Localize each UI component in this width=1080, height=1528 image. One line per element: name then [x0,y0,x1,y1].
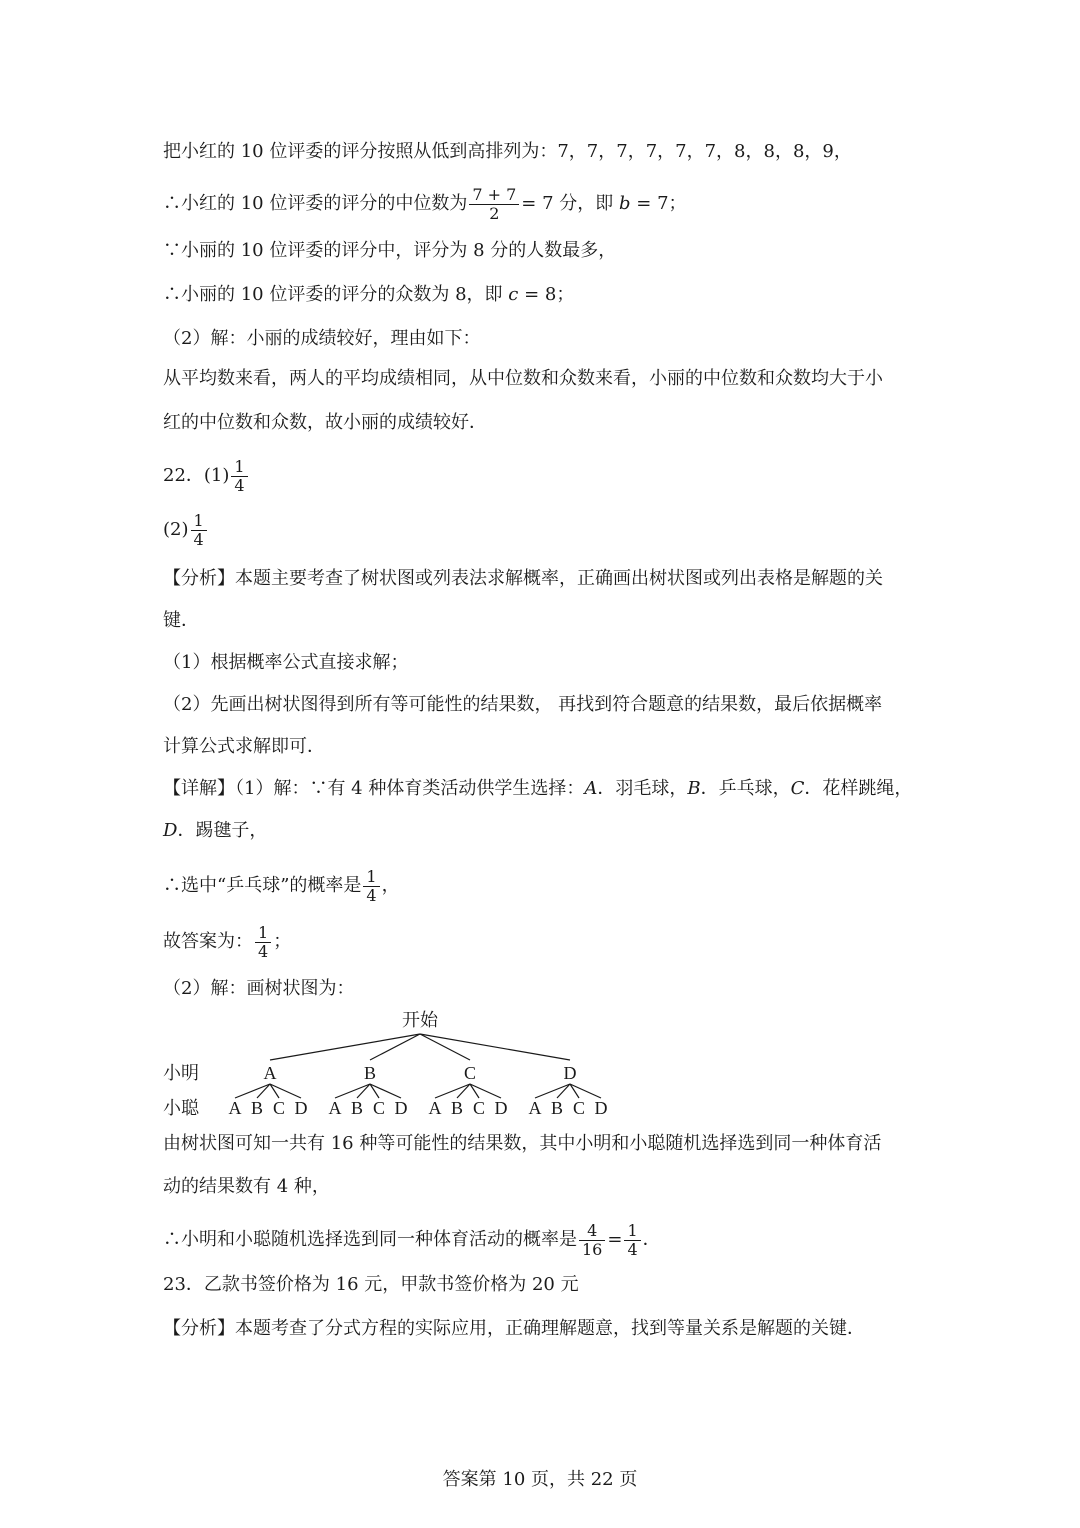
tree-level2-group [229,1084,608,1118]
tree-sub-branch [235,1084,270,1098]
fraction-denominator: 4 [366,885,377,905]
variable: B [687,778,701,799]
text-line: 红的中位数和众数，故小丽的成绩较好． [163,412,487,433]
fraction [624,1222,640,1258]
tree-row-label-xiaoming: 小明 [163,1063,199,1083]
fraction-numerator: 1 [363,868,379,887]
text-line: （1）根据概率公式直接求解； [163,652,409,673]
tree-node-level2: B [250,1098,264,1118]
tree-node-level2: C [472,1098,486,1118]
tree-branch [420,1034,570,1060]
text-line: （2）解：小丽的成绩较好，理由如下： [163,328,481,349]
tree-node-level1: A [263,1063,277,1083]
tree-node-level2: D [294,1098,308,1118]
tree-node-level2: A [428,1098,442,1118]
tree-root-label: 开始 [402,1010,438,1030]
text-span: = 8； [524,284,575,305]
text-line: 【分析】本题主要考查了树状图或列表法求解概率，正确画出树状图或列出表格是解题的关 [163,568,883,589]
tree-sub-branch [335,1084,370,1098]
fraction-denominator: 2 [489,203,500,223]
text-line: ∵小丽的 10 位评委的评分中，评分为 8 分的人数最多， [163,240,617,261]
tree-node-level2: B [550,1098,564,1118]
text-span: ．踢毽子， [177,820,268,841]
sub-question-number: (2) [163,519,189,541]
text-span: = 7 分，即 [521,193,614,215]
text-line [163,868,400,904]
fraction-denominator: 16 [582,1239,603,1259]
tree-node-level2: D [594,1098,608,1118]
text-span: ．羽毛球， [597,778,688,799]
text-span: ．乒乓球， [700,778,791,799]
tree-node-level1: B [363,1063,377,1083]
fraction-denominator: 4 [627,1239,638,1259]
fraction-denominator: 4 [258,941,269,961]
tree-node-level1: C [463,1063,477,1083]
variable: b [619,193,631,215]
text-line: 23．乙款书签价格为 16 元，甲款书签价格为 20 元 [163,1274,579,1295]
text-line [163,776,912,802]
fraction-numerator: 1 [231,458,247,477]
text-span: ∴小丽的 10 位评委的评分的众数为 8，即 [163,284,503,305]
fraction-denominator: 4 [234,475,245,495]
variable: C [790,778,805,799]
fraction-numerator: 7 + 7 [469,186,519,205]
question-22-answer-2 [163,512,209,548]
fraction-denominator: 4 [193,529,204,549]
text-span: ∴选中“乒乓球”的概率是 [163,875,362,897]
tree-node-level2: C [272,1098,286,1118]
text-line: （2）先画出树状图得到所有等可能性的结果数， 再找到符合题意的结果数，最后依据概率 [163,694,883,715]
text-span: ． [642,1229,661,1251]
text-line: 【分析】本题考查了分式方程的实际应用，正确理解题意，找到等量关系是解题的关键． [163,1318,865,1339]
text-line [163,1222,661,1258]
fraction-numerator: 4 [579,1222,605,1241]
text-span: ； [273,931,292,953]
tree-sub-branch [535,1084,570,1098]
text-line [163,186,687,222]
variable: c [508,284,519,305]
tree-diagram [160,1004,680,1128]
text-line [163,282,574,308]
tree-node-level2: B [350,1098,364,1118]
tree-level1-group [264,1063,577,1083]
tree-sub-branch [435,1084,470,1098]
tree-node-level2: A [328,1098,342,1118]
tree-node-level2: B [450,1098,464,1118]
tree-node-level2: D [494,1098,508,1118]
text-span: 【详解】（1）解：∵有 4 种体育类活动供学生选择： [163,778,585,799]
text-span: 故答案为： [163,931,253,953]
fraction-numerator: 1 [191,512,207,531]
fraction-numerator: 1 [255,924,271,943]
equals-sign: = [607,1229,623,1251]
text-span: ， [381,875,400,897]
tree-row-label-xiaocong: 小聪 [163,1098,199,1118]
fraction [191,512,207,548]
tree-branch [270,1034,420,1060]
fraction [363,868,379,904]
text-line: 由树状图可知一共有 16 种等可能性的结果数，其中小明和小聪随机选择选到同一种体育活 [163,1133,882,1154]
text-line: 键． [163,610,199,631]
text-line: 从平均数来看，两人的平均成绩相同，从中位数和众数来看，小丽的中位数和众数均大于小 [163,368,883,389]
text-span: ．花样跳绳， [804,778,913,799]
text-line [163,924,291,960]
tree-node-level1: D [563,1063,577,1083]
text-line [163,818,267,844]
text-span: ∴小明和小聪随机选择选到同一种体育活动的概率是 [163,1229,577,1251]
fraction [231,458,247,494]
fraction-numerator: 1 [624,1222,640,1241]
question-number: 22．(1) [163,465,230,487]
tree-node-level2: D [394,1098,408,1118]
fraction [255,924,271,960]
page-footer: 答案第 10 页，共 22 页 [442,1469,638,1490]
tree-node-level2: A [228,1098,242,1118]
variable: A [584,778,598,799]
tree-node-level2: C [372,1098,386,1118]
text-line: 把小红的 10 位评委的评分按照从低到高排列为：7，7，7，7，7，7，8，8，8，9， [163,141,852,162]
text-span: ∴小红的 10 位评委的评分的中位数为 [163,193,468,215]
text-span: = 7； [636,193,687,215]
tree-node-level2: A [528,1098,542,1118]
fraction [579,1222,605,1258]
question-22-answer-1 [163,458,250,494]
fraction [469,186,519,222]
text-line: 动的结果数有 4 种， [163,1176,330,1197]
text-line: 计算公式求解即可． [163,736,325,757]
variable: D [163,820,178,841]
text-line: （2）解：画树状图为： [163,978,355,999]
tree-node-level2: C [572,1098,586,1118]
